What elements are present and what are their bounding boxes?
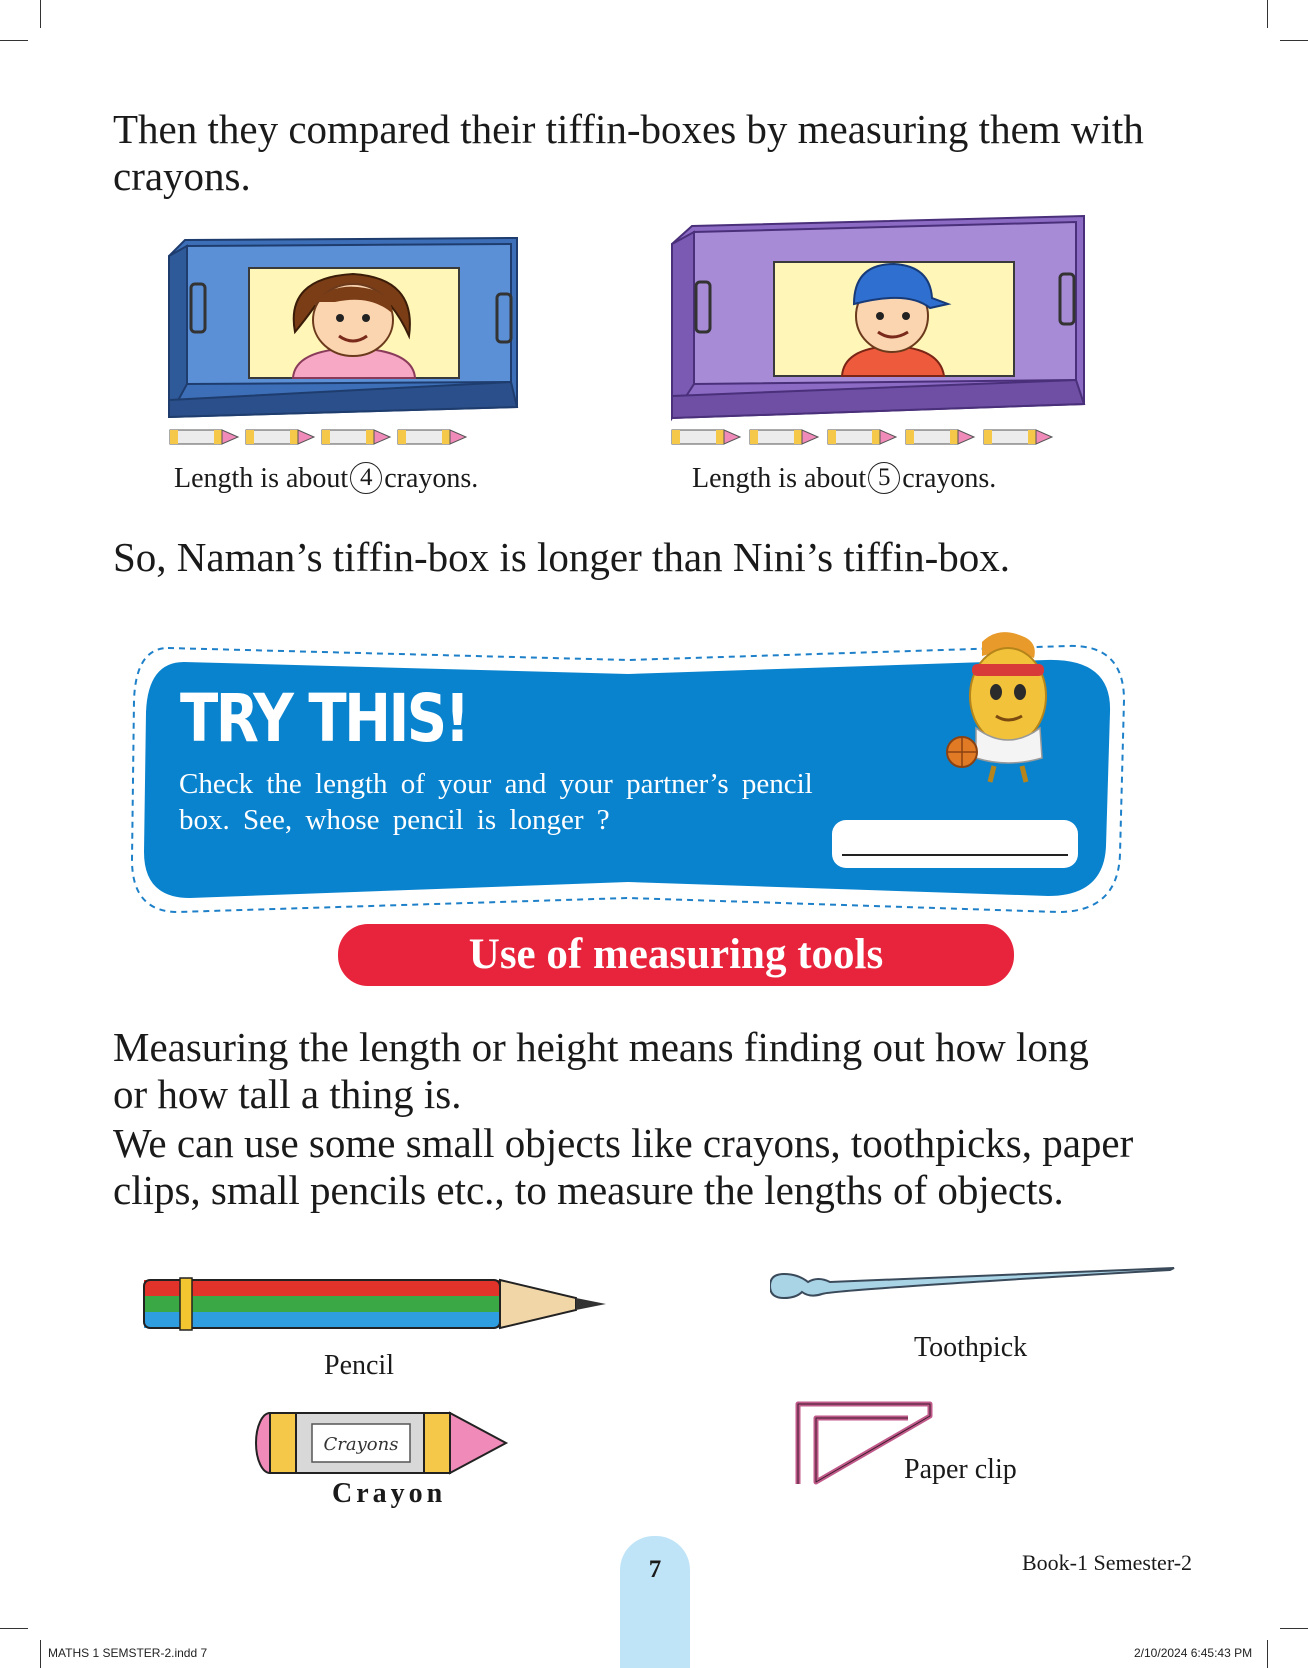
- crayon-unit: [170, 430, 238, 444]
- paper-clip-label: Paper clip: [904, 1454, 1017, 1485]
- try-this-instructions: [179, 766, 879, 838]
- page-number-tab: [620, 1536, 690, 1668]
- crop-mark: [0, 40, 28, 41]
- crop-mark: [1267, 1640, 1268, 1668]
- body-paragraph-1: [113, 1024, 1223, 1118]
- crayon-label: Crayon: [332, 1478, 447, 1509]
- body-paragraph-2: [113, 1120, 1223, 1214]
- conclusion-text: So, Naman’s tiffin-box is longer than Nini’s tiffin-box.: [113, 534, 1010, 580]
- answer-underline: [842, 854, 1068, 856]
- nini-crayon-row: [168, 426, 498, 448]
- body-paragraph-1-line-2: or how tall a thing is.: [113, 1071, 462, 1117]
- page-number: 7: [648, 1556, 662, 1583]
- crop-mark: [40, 1640, 41, 1668]
- caption-suffix: crayons.: [384, 463, 479, 494]
- try-this-line-1: Check the length of your and your partner’s pencil: [179, 768, 813, 800]
- crop-mark: [40, 0, 41, 28]
- nini-tiffin-box-illustration: [165, 232, 525, 422]
- toothpick-illustration: [770, 1264, 1180, 1304]
- section-heading: Use of measuring tools: [338, 924, 1014, 986]
- body-paragraph-1-line-1: Measuring the length or height means finding out how long: [113, 1024, 1089, 1070]
- crop-mark: [1280, 40, 1308, 41]
- try-this-line-2: box. See, whose pencil is longer ?: [179, 804, 610, 836]
- crop-mark: [1267, 0, 1268, 28]
- caption-prefix: Length is about: [692, 463, 867, 494]
- potato-mascot-illustration: [938, 628, 1068, 788]
- nini-length-caption: [174, 462, 478, 495]
- print-file-name: MATHS 1 SEMSTER-2.indd 7: [48, 1646, 208, 1660]
- pencil-illustration: [136, 1274, 612, 1338]
- crayon-wrapper-text: Crayons: [323, 1434, 399, 1455]
- crop-mark: [0, 1628, 28, 1629]
- body-paragraph-2-line-1: We can use some small objects like crayons, toothpicks, paper: [113, 1120, 1134, 1166]
- crayon-illustration: [250, 1404, 514, 1482]
- crayon-count-circled: 5: [868, 462, 900, 494]
- answer-field[interactable]: [832, 820, 1078, 868]
- toothpick-label: Toothpick: [914, 1332, 1028, 1363]
- body-paragraph-2-line-2: clips, small pencils etc., to measure the lengths of objects.: [113, 1167, 1064, 1213]
- caption-suffix: crayons.: [902, 463, 997, 494]
- caption-prefix: Length is about: [174, 463, 349, 494]
- print-timestamp: 2/10/2024 6:45:43 PM: [1134, 1646, 1253, 1660]
- book-label: Book-1 Semester-2: [1022, 1550, 1193, 1575]
- crayon-count-circled: 4: [350, 462, 382, 494]
- naman-crayon-row: [670, 426, 1070, 448]
- pencil-label: Pencil: [324, 1350, 394, 1381]
- naman-tiffin-box-illustration: [668, 212, 1088, 422]
- intro-text: Then they compared their tiffin-boxes by measuring them with crayons.: [113, 106, 1144, 199]
- try-this-title: TRY THIS!: [180, 680, 468, 757]
- crop-mark: [1280, 1628, 1308, 1629]
- naman-length-caption: [692, 462, 996, 495]
